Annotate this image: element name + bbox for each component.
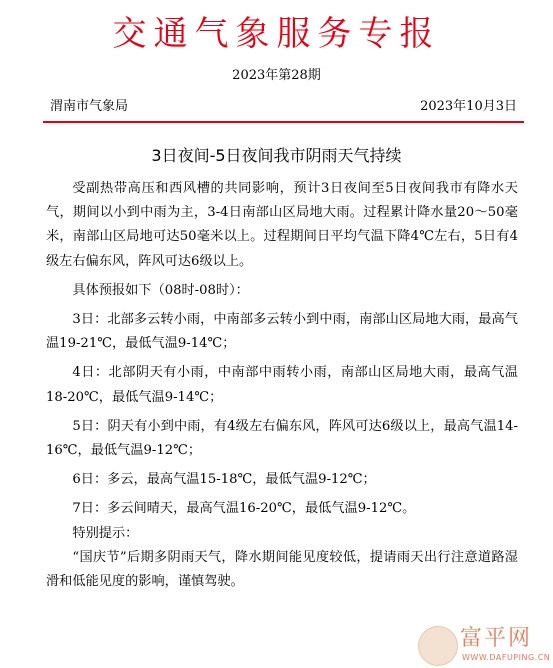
- masthead-title: 交通气象服务专报: [112, 14, 441, 54]
- forecast-day-7: 7日：多云间晴天，最高气温16-20℃，最低气温9-12℃。: [72, 501, 416, 517]
- intro-paragraph: 受副热带高压和西风槽的共同影响，预计3日夜间至5日夜间我市有降水天气，期间以小到中雨为主，3-4日南部山区局地大雨。过程累计降水量20～50毫米，南部山区局地可达50毫米以上。过程期间日平均气温下降4℃左右，5日有4级左右偏东风，阵风可达6级以上。: [46, 181, 518, 269]
- watermark-url: WWW.DAFUPING.CN: [462, 653, 551, 662]
- issue-number: 2023年第28期: [232, 68, 321, 83]
- watermark-name: 富平网: [460, 626, 533, 651]
- site-watermark: [418, 624, 553, 668]
- watermark-logo-icon: [418, 626, 458, 666]
- special-tips-text: “国庆节”后期多阴雨天气，降水期间能见度较低，提请雨天出行注意道路湿滑和低能见度的影响，谨慎驾驶。: [46, 549, 518, 590]
- header-divider: [43, 121, 524, 123]
- forecast-label: 具体预报如下（08时-08时）：: [72, 282, 249, 298]
- issuer-name: 渭南市气象局: [50, 99, 129, 114]
- special-tips-label: 特别提示：: [72, 525, 139, 541]
- document-header-row: [50, 98, 517, 116]
- forecast-day-6: 6日：多云，最高气温15-18℃，最低气温9-12℃；: [72, 472, 376, 488]
- headline: 3日夜间-5日夜间我市阴雨天气持续: [151, 146, 402, 165]
- publish-date: 2023年10月3日: [420, 99, 517, 114]
- forecast-day-5: 5日：阴天有小到中雨，有4级左右偏东风，阵风可达6级以上，最高气温14-16℃，最低气温9-12℃；: [46, 418, 518, 459]
- document-body: [46, 177, 518, 594]
- forecast-day-4: 4日：北部阴天有小雨，中南部中雨转小雨，南部山区局地大雨，最高气温18-20℃，最低气温9-14℃；: [46, 365, 518, 405]
- forecast-day-3: 3日：北部多云转小雨，中南部多云转小到中雨，南部山区局地大雨，最高气温19-21℃，最低气温9-14℃；: [46, 312, 518, 352]
